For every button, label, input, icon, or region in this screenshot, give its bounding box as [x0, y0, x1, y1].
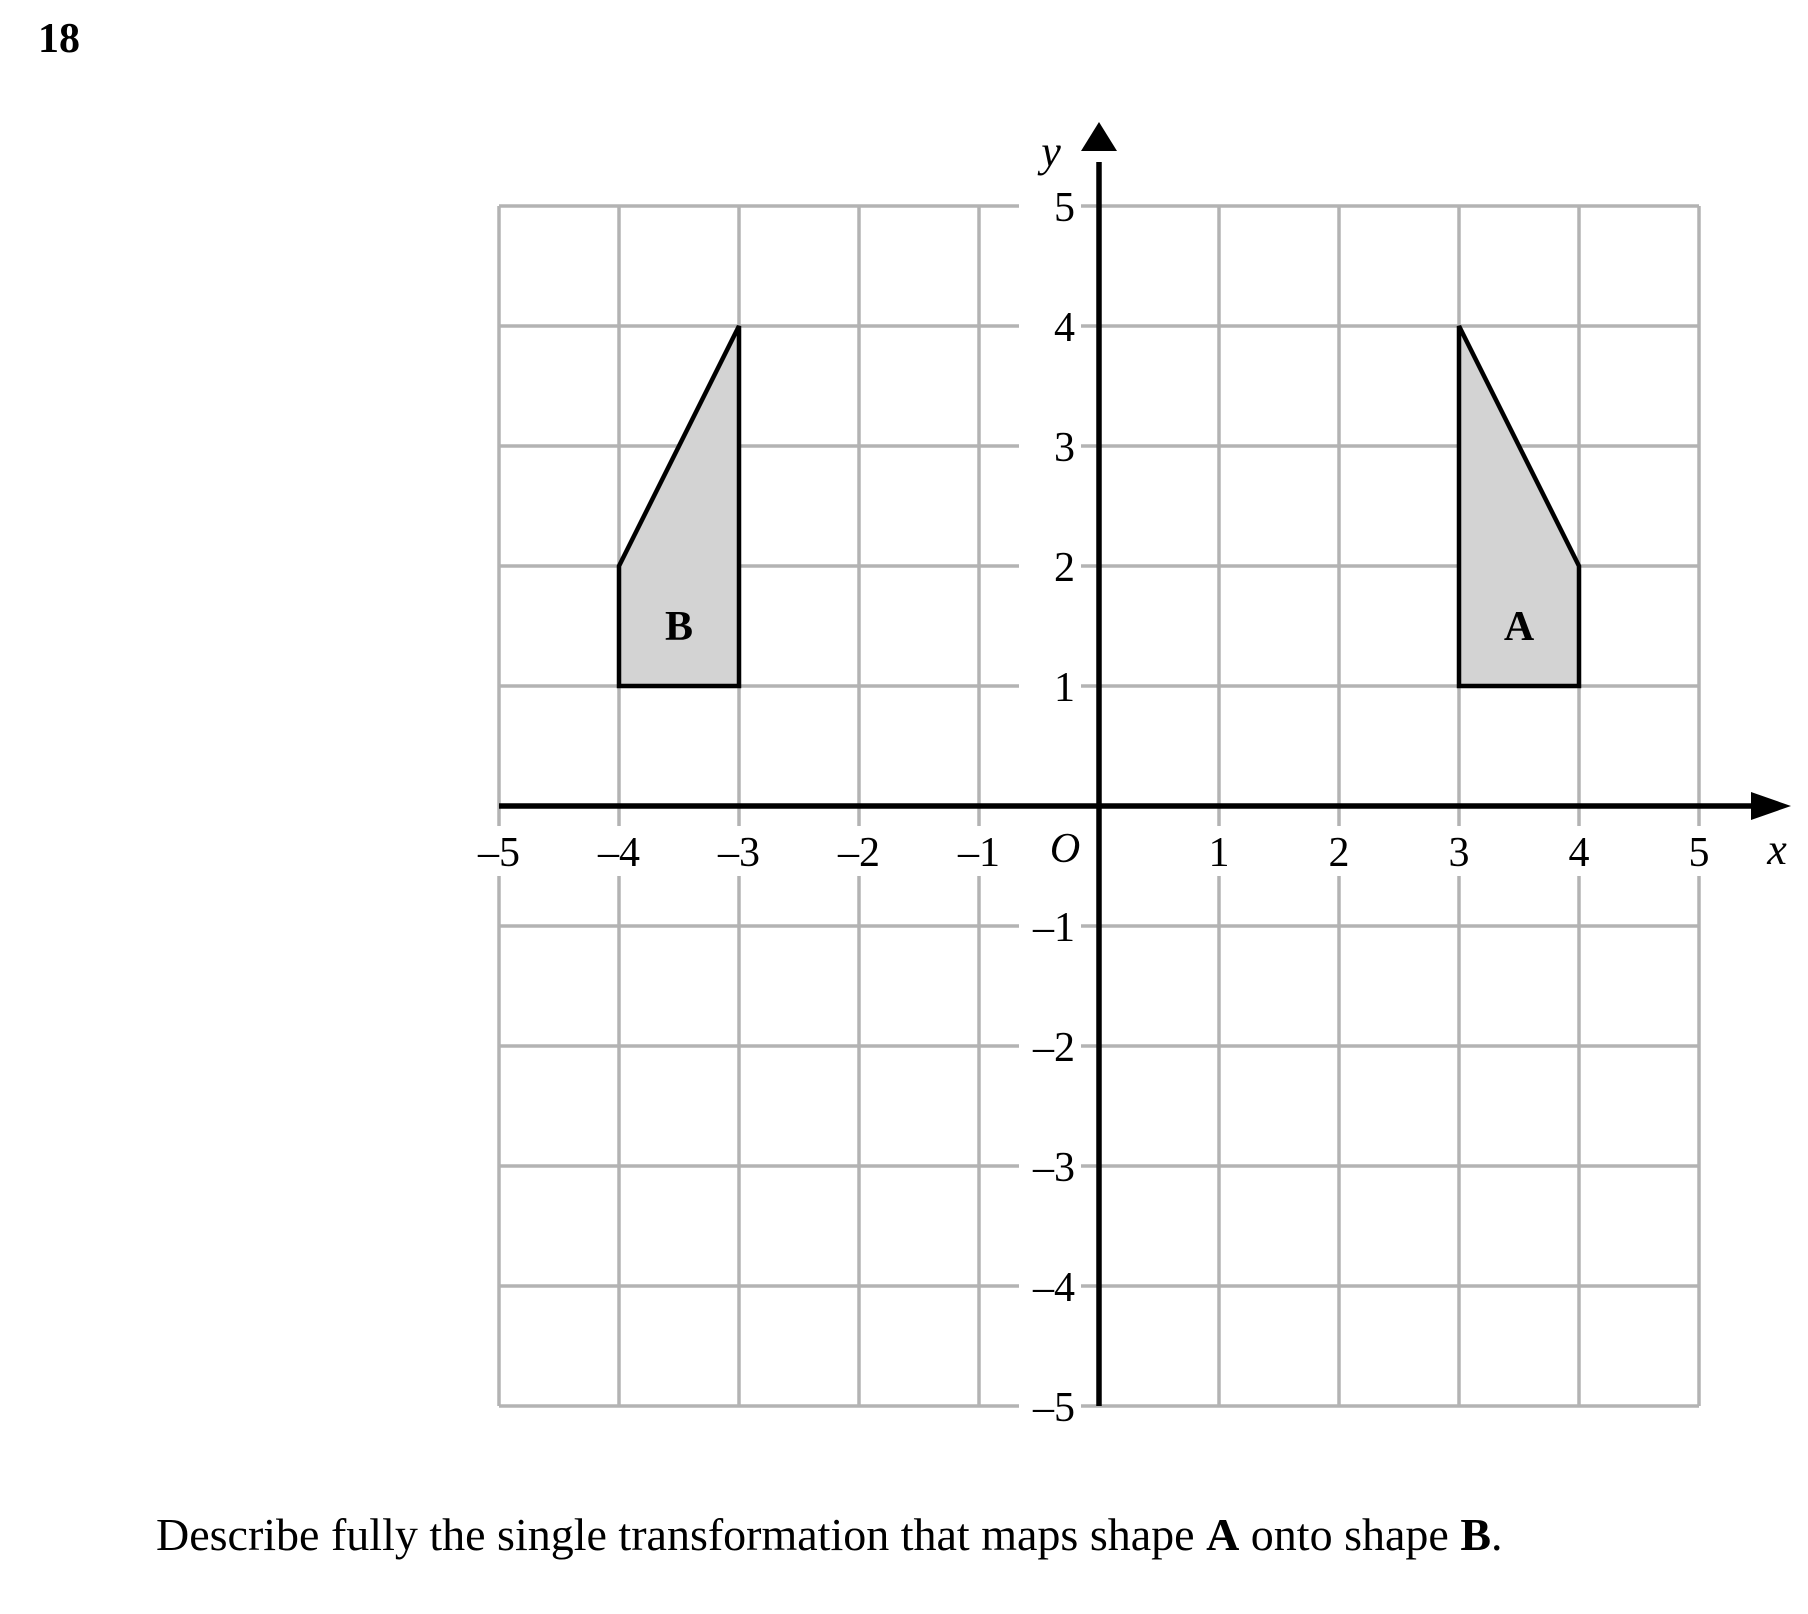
x-tick-label: 2	[1328, 830, 1350, 876]
y-tick-label: –4	[1033, 1265, 1075, 1311]
question-text-end: .	[1491, 1509, 1503, 1560]
shape-a-reference: A	[1206, 1509, 1240, 1560]
x-axis-arrow	[1751, 792, 1791, 820]
y-tick-label: 3	[1054, 425, 1075, 471]
shape-b-reference: B	[1460, 1509, 1491, 1560]
origin-label: O	[1049, 826, 1081, 872]
x-tick-label: –2	[838, 830, 880, 876]
x-axis-label: x	[1767, 825, 1787, 874]
y-axis-label: y	[1041, 127, 1061, 176]
y-tick-label: 4	[1054, 305, 1075, 351]
y-tick-label: 2	[1054, 545, 1075, 591]
y-tick-label: –5	[1033, 1385, 1075, 1431]
y-tick-label: –2	[1033, 1025, 1075, 1071]
x-tick-label: 5	[1688, 830, 1710, 876]
question-text-start: Describe fully the single transformation that maps shape	[156, 1509, 1207, 1560]
y-tick-label: 5	[1054, 185, 1075, 231]
y-tick-label: –3	[1033, 1145, 1075, 1191]
y-tick-label: –1	[1033, 905, 1075, 951]
x-tick-label: 4	[1568, 830, 1590, 876]
x-tick-label: 3	[1448, 830, 1470, 876]
x-tick-label: –3	[718, 830, 760, 876]
question-number: 18	[38, 16, 80, 62]
y-tick-label: 1	[1054, 665, 1075, 711]
y-axis-arrow	[1081, 122, 1117, 151]
x-tick-label: –4	[598, 830, 640, 876]
x-tick-label: –1	[958, 830, 1000, 876]
question-text-middle: onto shape	[1239, 1509, 1461, 1560]
shape-b-label: B	[664, 604, 694, 650]
shape-a-label: A	[1503, 604, 1535, 650]
x-tick-label: –5	[478, 830, 520, 876]
question-text	[156, 1509, 1503, 1560]
x-tick-label: 1	[1208, 830, 1230, 876]
